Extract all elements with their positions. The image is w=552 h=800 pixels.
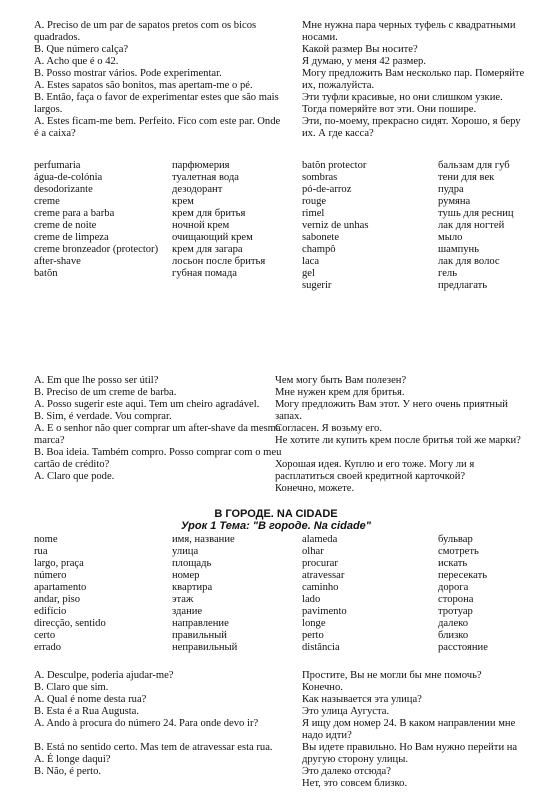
vocab-translation: бульвар [438,534,473,545]
vocab-word: certo [34,630,56,641]
vocab-row [34,606,284,618]
vocab-word: nome [34,534,58,545]
vocab-translation: губная помада [172,268,237,279]
vocab-row [34,220,284,232]
dialog-line: A. Em que lhe posso ser útil? [34,375,159,386]
dialog-line: B. Esta é a Rua Augusta. [34,706,140,717]
vocab-word: verniz de unhas [302,220,369,231]
vocab-word: after-shave [34,256,81,267]
vocab-word: número [34,570,67,581]
vocab-row [302,256,534,268]
vocab-row [34,268,284,280]
dialog-line: Эти туфли красивые, но они слишком узкие. [302,92,503,103]
vocab-row [34,160,284,172]
dialog-line: Эти, по-моему, прекрасно сидят. Хорошо, я беру их. А где касса? [302,116,521,139]
vocab-translation: шампунь [438,244,480,255]
dialog-line: Я думаю, у меня 42 размер. [302,56,426,67]
vocab-translation: парфюмерия [172,160,230,171]
section-subtitle: Урок 1 Тема: "В городе. Na cidade" [181,520,371,532]
vocab-row [302,280,534,292]
section-title: В ГОРОДЕ. NA CIDADE [214,508,338,520]
vocab-translation: смотреть [438,546,479,557]
vocab-translation: здание [172,606,203,617]
dialog-line: Конечно, можете. [275,483,355,494]
dialog-line: Как называется эта улица? [302,694,422,705]
vocab-row [302,196,534,208]
dialog-line: Хорошая идея. Куплю и его тоже. Могу ли я расплатиться своей кредитной карточкой? [275,459,475,482]
vocab-row [34,232,284,244]
dialog-line: Это далеко отсюда? [302,766,391,777]
dialog-line: Согласен. Я возьму его. [275,423,382,434]
vocab-word: andar, piso [34,594,81,605]
vocab-word: perto [302,630,324,641]
vocab-translation: искать [438,558,468,569]
vocab-translation: лак для волос [438,256,500,267]
vocab-translation: предлагать [438,280,488,291]
vocab-row [34,256,284,268]
vocab-word: atravessar [302,570,345,581]
vocab-word: gel [302,268,315,279]
vocab-translation: номер [172,570,200,581]
dialog-line: Нет, это совсем близко. [302,778,408,789]
dialog-line: Я ищу дом номер 24. В каком направлении мне надо идти? [302,718,516,741]
dialog-line: B. Então, faça o favor de experimentar estes que são mais largos. [34,92,279,115]
vocab-translation: гель [438,268,458,279]
dialog-line: Могу предложить Вам несколько пар. Померяйте их, пожалуйста. [302,68,525,91]
dialog-line: B. Está no sentido certo. Mas tem de atravessar esta rua. [34,742,273,753]
vocab-row [34,546,284,558]
dialog-line: A. É longe daqui? [34,754,111,765]
dialog-line: A. E o senhor não quer comprar um after-shave da mesma marca? [34,423,281,446]
dialog-line: A. Estes sapatos são bonitos, mas apertam-me o pé. [34,80,253,91]
vocab-row [302,268,534,280]
vocab-row [302,208,534,220]
vocab-translation: неправильный [172,642,238,653]
vocab-word: laca [302,256,320,267]
dialog-line: A. Desculpe, poderia ajudar-me? [34,670,174,681]
dialog-line: Это улица Аугуста. [302,706,390,717]
vocab-word: olhar [302,546,324,557]
vocab-translation: имя, название [172,534,235,545]
vocab-translation: крем для бритья [172,208,246,219]
dialog-line: B. Preciso de um creme de barba. [34,387,177,398]
vocab1-right [302,160,534,292]
dialog1-portuguese [34,20,282,140]
vocab-row [302,232,534,244]
vocab-translation: площадь [172,558,212,569]
vocab-translation: лак для ногтей [438,220,505,231]
dialog-line: A. Posso sugerir este aqui. Tem um cheiro agradável. [34,399,260,410]
dialog-line: Вы идете правильно. Но Вам нужно перейти на другую сторону улицы. [302,742,518,765]
vocab-word: sombras [302,172,338,183]
vocab-translation: расстояние [438,642,488,653]
vocab2-left [34,534,284,654]
dialog1-russian [302,20,534,140]
vocab-word: pó-de-arroz [302,184,352,195]
vocab-word: creme para a barba [34,208,115,219]
vocab-row [34,570,284,582]
vocab-translation: крем для загара [172,244,243,255]
vocab-translation: тени для век [438,172,495,183]
vocab-translation: румяна [438,196,471,207]
vocab-word: água-de-colónia [34,172,103,183]
vocab-translation: этаж [172,594,194,605]
vocab-row [302,582,534,594]
vocab2-right [302,534,534,654]
dialog-line: Простите, Вы не могли бы мне помочь? [302,670,482,681]
dialog-line: Не хотите ли купить крем после бритья той же марки? [275,435,521,446]
dialog-line: A. Estes ficam-me bem. Perfeito. Fico com este par. Onde é a caixa? [34,116,281,139]
vocab-word: rouge [302,196,327,207]
vocab-row [34,244,284,256]
vocab-word: longe [302,618,326,629]
vocab-translation: пересекать [438,570,488,581]
vocab-word: rua [34,546,48,557]
vocab-word: edifício [34,606,67,617]
dialog-line: Конечно. [302,682,343,693]
vocab-word: caminho [302,582,339,593]
vocab-translation: бальзам для губ [438,160,510,171]
dialog-line: A. Acho que é o 42. [34,56,119,67]
vocab-translation: ночной крем [172,220,230,231]
vocab-translation: лосьон после бритья [172,256,266,267]
vocab-word: sabonete [302,232,340,243]
vocab-row [302,594,534,606]
vocab-word: perfumaria [34,160,81,171]
dialog3-russian [302,670,534,790]
vocab-translation: далеко [438,618,469,629]
dialog-line: Тогда померяйте вот эти. Они пошире. [302,104,477,115]
dialog-line: Чем могу быть Вам полезен? [275,375,407,386]
vocab-row [34,618,284,630]
vocab-word: direcção, sentido [34,618,106,629]
vocab-word: desodorizante [34,184,93,195]
vocab-row [34,594,284,606]
vocab-translation: улица [172,546,199,557]
vocab-row [302,534,534,546]
dialog-line: Какой размер Вы носите? [302,44,418,55]
vocab-row [302,244,534,256]
vocab-row [34,196,284,208]
vocab-row [302,630,534,642]
vocab-translation: дезодорант [172,184,223,195]
vocab-word: sugerir [302,280,332,291]
dialog-line: A. Claro que pode. [34,471,115,482]
vocab-row [34,534,284,546]
vocab-row [34,208,284,220]
dialog-line: Мне нужен крем для бритья. [275,387,405,398]
vocab-translation: пудра [438,184,464,195]
vocab-translation: тротуар [438,606,473,617]
vocab-translation: дорога [438,582,469,593]
dialog-line: Мне нужна пара черных туфель с квадратными носами. [302,20,516,43]
vocab-row [302,546,534,558]
vocab-translation: направление [172,618,229,629]
vocab-translation: крем [172,196,194,207]
vocab-word: creme de noite [34,220,97,231]
vocab-translation: тушь для ресниц [438,208,514,219]
dialog-line: B. Posso mostrar vários. Pode experimentar. [34,68,222,79]
vocab1-left [34,160,284,280]
vocab-row [34,172,284,184]
vocab-word: batõn protector [302,160,367,171]
vocab-word: lado [302,594,321,605]
vocab-row [34,642,284,654]
vocab-translation: очищающий крем [172,232,253,243]
vocab-row [302,172,534,184]
vocab-translation: туалетная вода [172,172,239,183]
dialog3-portuguese [34,670,282,778]
vocab-row [302,618,534,630]
dialog-line: B. Não, é perto. [34,766,102,777]
vocab-row [302,558,534,570]
vocab-word: procurar [302,558,338,569]
vocab-word: creme de limpeza [34,232,109,243]
dialog-line: B. Sim, é verdade. Vou comprar. [34,411,172,422]
vocab-row [34,558,284,570]
vocab-word: errado [34,642,62,653]
vocab-translation: квартира [172,582,213,593]
vocab-translation: близко [438,630,469,641]
dialog-line: Могу предложить Вам этот. У него очень приятный запах. [275,399,508,422]
vocab-word: rimel [302,208,325,219]
dialog-line: A. Preciso de um par de sapatos pretos com os bicos quadrados. [34,20,257,43]
dialog-line: B. Boa ideia. Também compro. Posso comprar com o meu cartão de crédito? [34,447,282,470]
vocab-row [34,184,284,196]
vocab-translation: правильный [172,630,227,641]
dialog-line: B. Que número calça? [34,44,129,55]
vocab-row [34,630,284,642]
vocab-row [302,570,534,582]
vocab-word: apartamento [34,582,87,593]
vocab-row [302,220,534,232]
vocab-word: largo, praça [34,558,84,569]
vocab-word: batõn [34,268,58,279]
vocab-row [34,582,284,594]
vocab-row [302,606,534,618]
dialog-line: A. Ando à procura do número 24. Para onde devo ir? [34,718,259,729]
vocab-row [302,642,534,654]
vocab-word: pavimento [302,606,347,617]
vocab-translation: мыло [438,232,463,243]
dialog2-portuguese [34,375,282,483]
dialog-line: A. Qual é nome desta rua? [34,694,147,705]
vocab-row [302,160,534,172]
vocab-word: distância [302,642,340,653]
vocab-word: alameda [302,534,338,545]
dialog-line: B. Claro que sim. [34,682,109,693]
vocab-row [302,184,534,196]
dialog2-russian [275,375,533,495]
vocab-word: creme [34,196,60,207]
vocab-translation: сторона [438,594,474,605]
vocab-word: creme bronzeador (protector) [34,244,159,255]
vocab-word: champô [302,244,336,255]
